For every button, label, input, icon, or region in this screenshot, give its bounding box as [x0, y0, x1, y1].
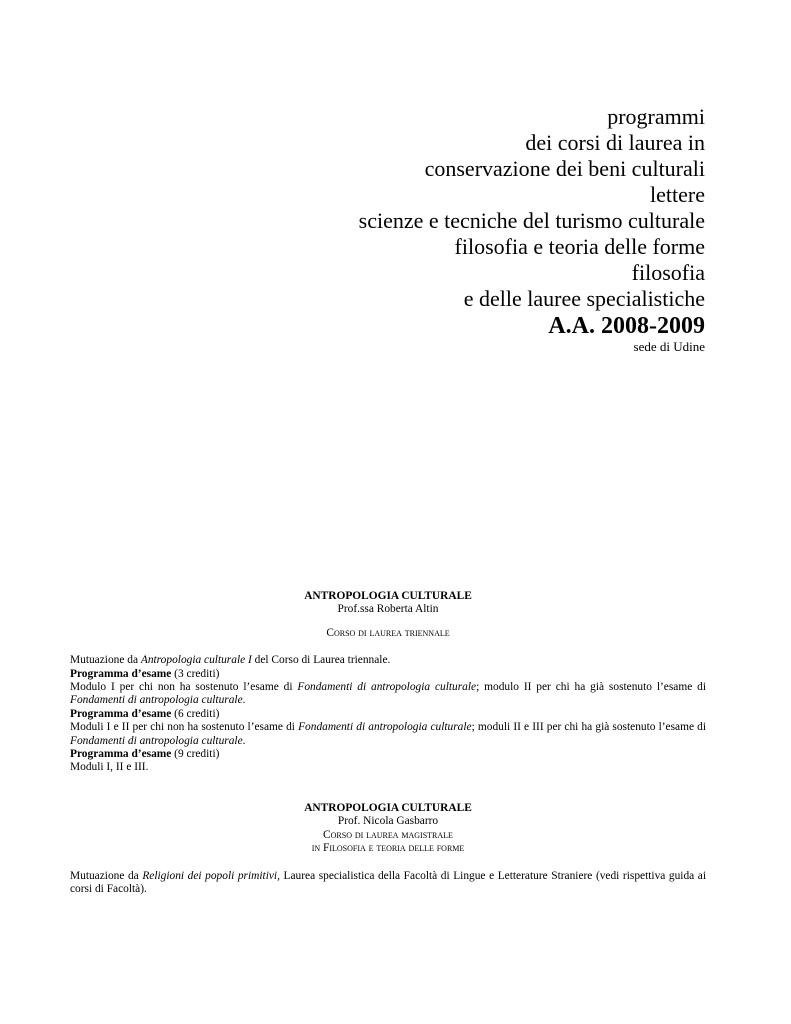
- degree-type: Corso di laurea magistrale: [323, 828, 453, 841]
- title-line: lettere: [650, 182, 705, 207]
- course-title: ANTROPOLOGIA CULTURALE: [304, 590, 472, 602]
- exam-program-3: Programma d’esame (9 crediti): [70, 748, 220, 761]
- exam-program-2: Programma d’esame (6 crediti): [70, 707, 220, 720]
- exam-program-label: Programma d’esame: [70, 748, 172, 761]
- mutuazione-text: Mutuazione da Antropologia culturale I del Corso di Laurea triennale.: [70, 654, 391, 667]
- degree-type: Corso di laurea triennale: [326, 626, 450, 639]
- exam-program-1-text: Modulo I per chi non ha sostenuto l’esame di Fondamenti di antropologia culturale; modulo II per chi ha già sostenuto l’esame di Fondamenti di antropologia culturale.: [70, 681, 706, 707]
- title-line: programmi: [607, 104, 705, 129]
- title-line: scienze e tecniche del turismo culturale: [358, 208, 705, 233]
- course-header: [70, 802, 706, 856]
- mutuazione-text: Mutuazione da Religioni dei popoli primitivi, Laurea specialistica della Facoltà di Lingue e Letterature Straniere (vedi rispettiva guida ai corsi di Facoltà).: [70, 869, 707, 896]
- exam-program-label: Programma d’esame: [70, 707, 172, 720]
- professor-name: Prof.ssa Roberta Altin: [337, 603, 439, 616]
- title-line: dei corsi di laurea in: [525, 130, 705, 155]
- document-title-block: [359, 104, 705, 354]
- exam-program-3-text: Moduli I, II e III.: [70, 761, 149, 774]
- title-line: filosofia: [631, 260, 705, 285]
- exam-program-1: Programma d’esame (3 crediti): [70, 667, 220, 680]
- sede-label: sede di Udine: [633, 339, 705, 354]
- title-line: e delle lauree specialistiche: [463, 286, 705, 311]
- academic-year: A.A. 2008-2009: [548, 313, 705, 339]
- course-section-2: [70, 802, 706, 896]
- title-line: filosofia e teoria delle forme: [454, 234, 705, 259]
- course-header: [70, 590, 706, 640]
- professor-name: Prof. Nicola Gasbarro: [337, 815, 439, 828]
- exam-program-2-text: Moduli I e II per chi non ha sostenuto l’esame di Fondamenti di antropologia culturale; moduli II e III per chi ha già sostenuto l’esame di Fondamenti di antropologia culturale.: [70, 721, 707, 747]
- exam-program-label: Programma d’esame: [70, 667, 172, 680]
- title-line: conservazione dei beni culturali: [424, 156, 705, 181]
- course-title: ANTROPOLOGIA CULTURALE: [304, 802, 472, 814]
- degree-program: in Filosofia e teoria delle forme: [311, 842, 465, 855]
- course-section-1: [70, 590, 706, 775]
